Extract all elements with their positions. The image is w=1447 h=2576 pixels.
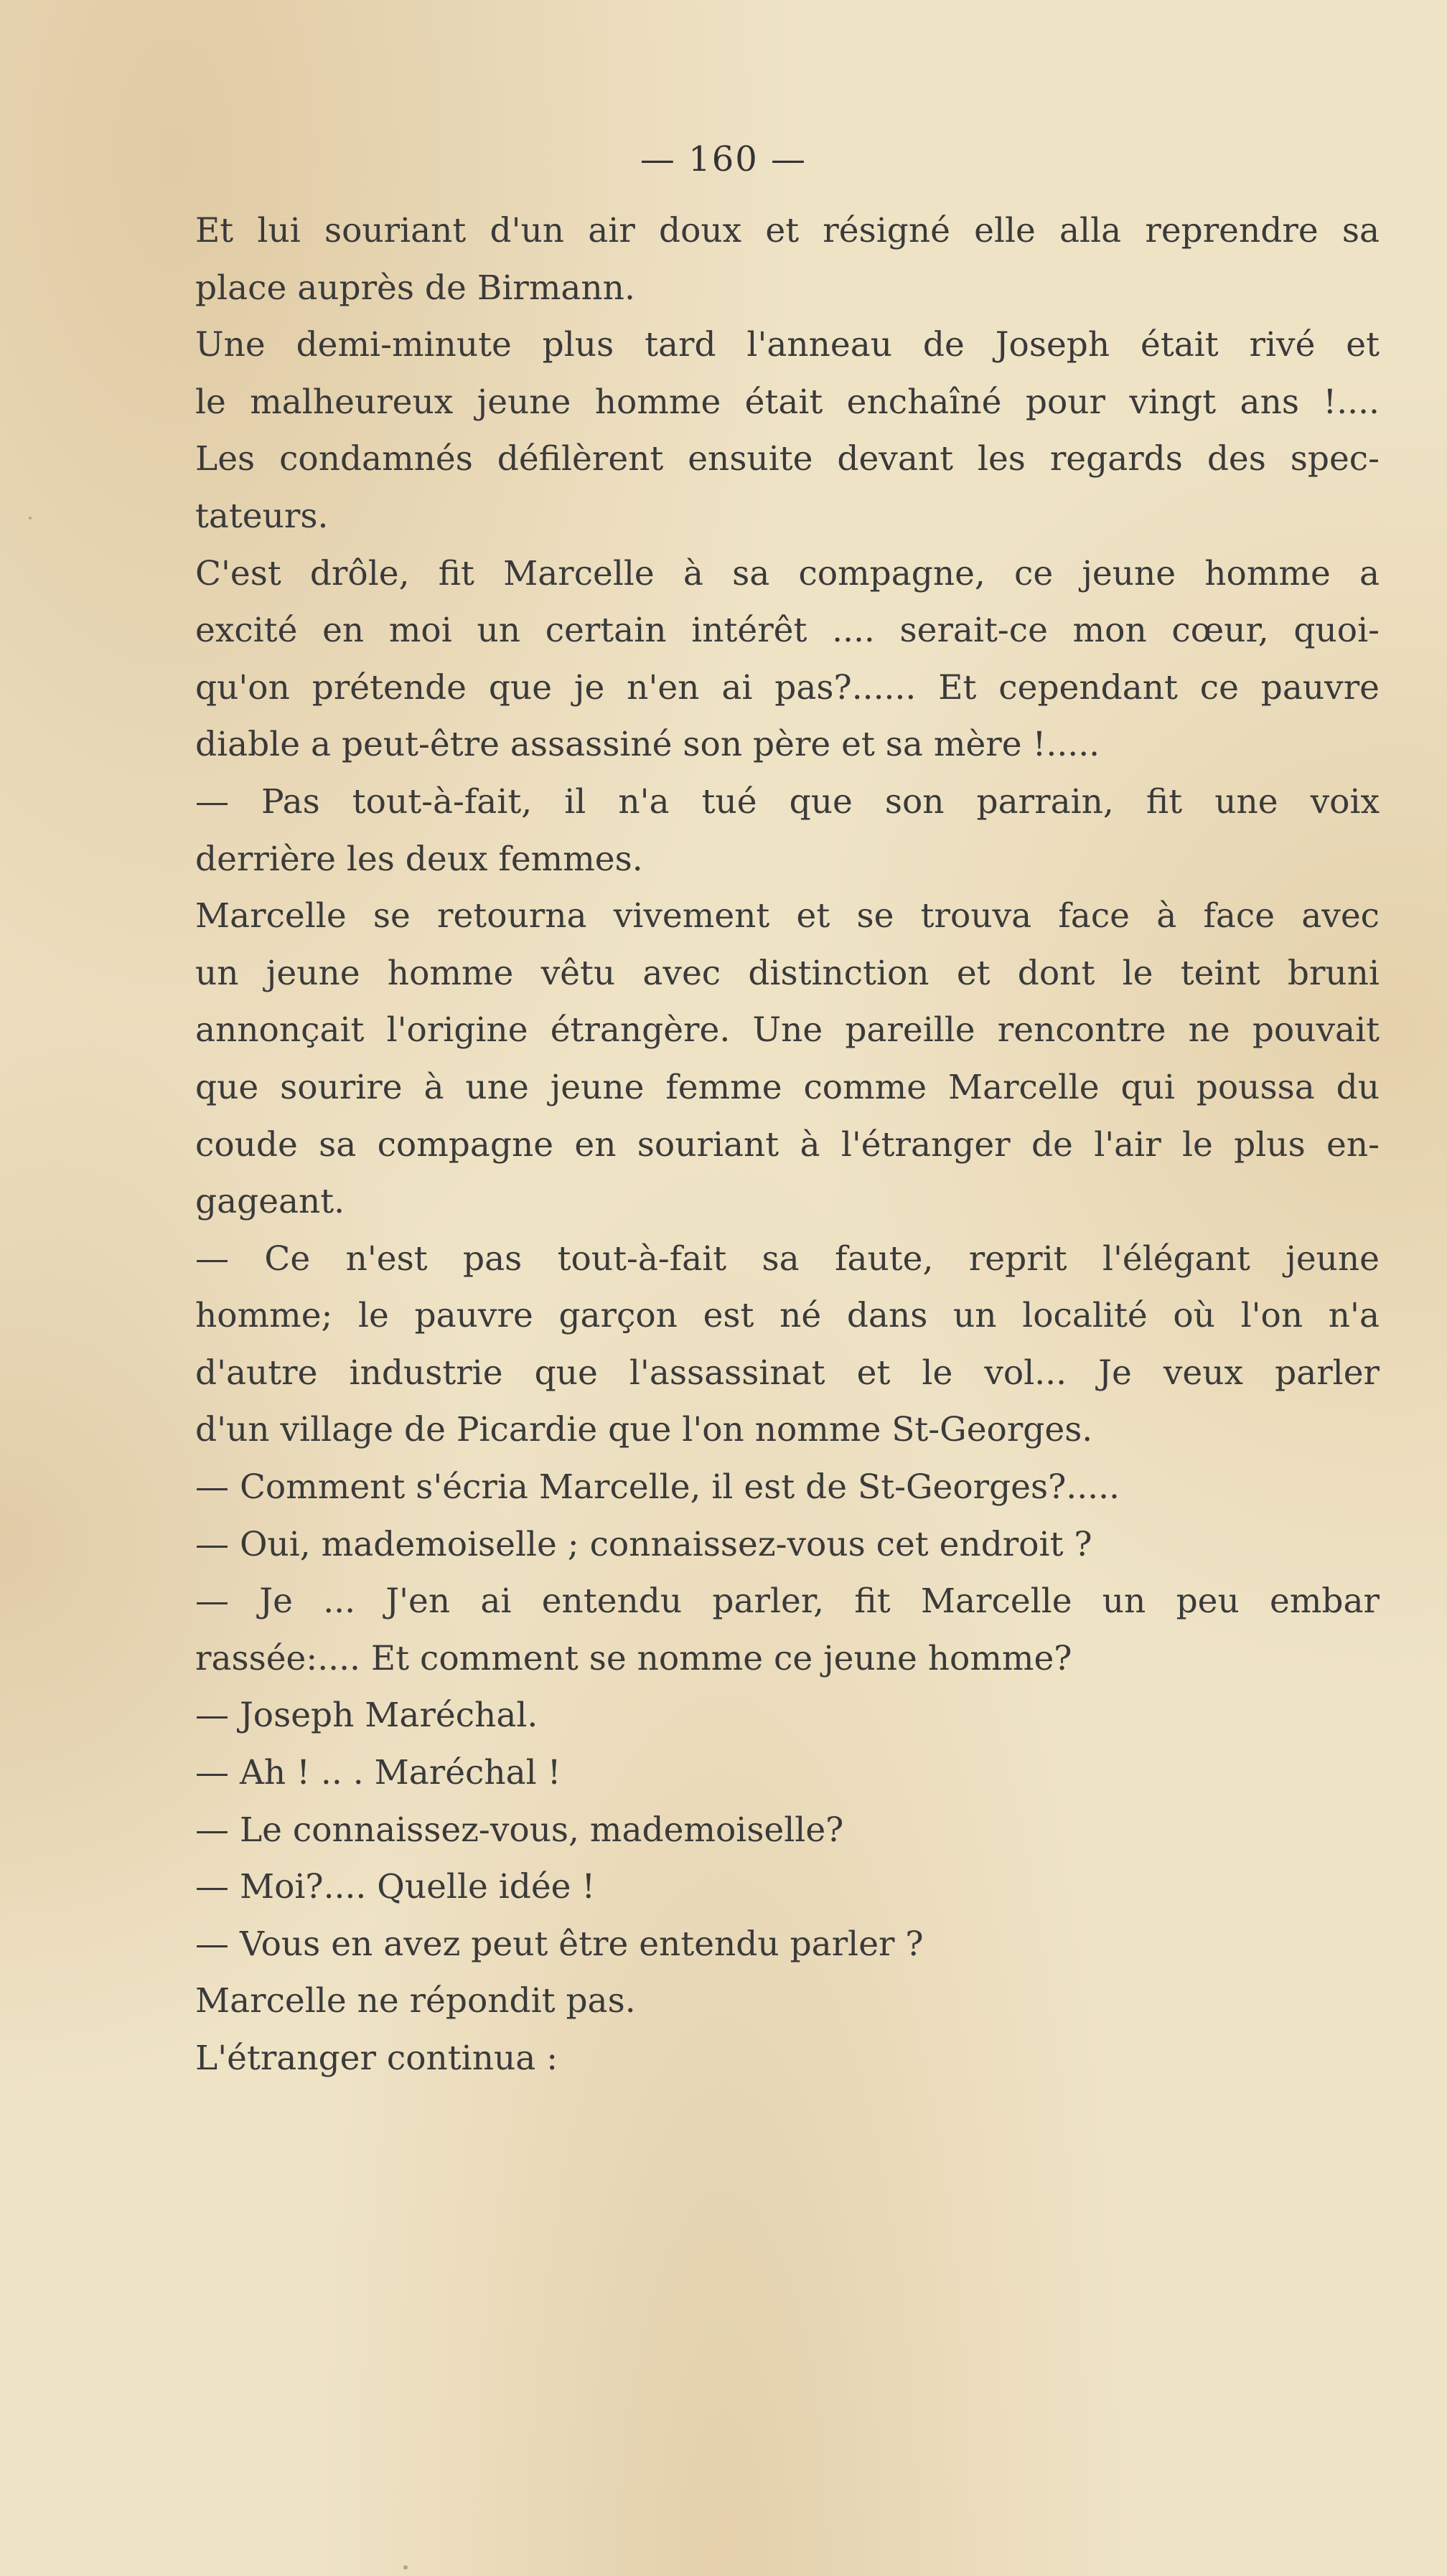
text-line: coude sa compagne en souriant à l'étranger de l'air le plus en- (195, 1124, 1380, 1165)
text-line: diable a peut-être assassiné son père et sa mère !..... (195, 725, 1100, 765)
text-line: Les condamnés défilèrent ensuite devant les regards des spec- (195, 439, 1380, 479)
text-line: le malheureux jeune homme était enchaîné pour vingt ans !.... (195, 382, 1380, 422)
text-line: Et lui souriant d'un air doux et résigné elle alla reprendre sa (195, 211, 1380, 250)
text-line: tateurs. (195, 496, 329, 536)
paper-speck (403, 2565, 408, 2570)
text-line: — Oui, mademoiselle ; connaissez-vous cet endroit ? (195, 1524, 1092, 1564)
text-line: — Comment s'écria Marcelle, il est de St-Georges?..... (195, 1467, 1120, 1508)
text-line: Marcelle ne répondit pas. (195, 1981, 636, 2021)
text-line: — Je ... J'en ai entendu parler, fit Marcelle un peu embar (195, 1581, 1380, 1622)
text-line: — Ce n'est pas tout-à-fait sa faute, reprit l'élégant jeune (195, 1238, 1380, 1279)
body-text (195, 202, 1380, 2087)
text-line: d'un village de Picardie que l'on nomme St-Georges. (195, 1410, 1093, 1450)
text-line: — Pas tout-à-fait, il n'a tué que son parrain, fit une voix (195, 781, 1380, 822)
text-line: Marcelle se retourna vivement et se trouva face à face avec (195, 896, 1380, 936)
text-line: derrière les deux femmes. (195, 839, 643, 879)
text-line: rassée:.... Et comment se nomme ce jeune homme? (195, 1638, 1072, 1678)
text-line: que sourire à une jeune femme comme Marcelle qui poussa du (195, 1067, 1380, 1107)
text-line: L'étranger continua : (195, 2039, 558, 2078)
text-line: un jeune homme vêtu avec distinction et dont le teint bruni (195, 953, 1380, 993)
text-line: — Vous en avez peut être entendu parler ? (195, 1924, 924, 1964)
text-line: Une demi-minute plus tard l'anneau de Joseph était rivé et (195, 325, 1380, 365)
text-line: C'est drôle, fit Marcelle à sa compagne, ce jeune homme a (195, 553, 1380, 593)
paper-speck (29, 517, 32, 520)
text-line: gageant. (195, 1182, 345, 1222)
text-line: homme; le pauvre garçon est né dans un localité où l'on n'a (195, 1296, 1380, 1336)
text-line: annonçait l'origine étrangère. Une pareille rencontre ne pouvait (195, 1010, 1380, 1050)
text-line: qu'on prétende que je n'en ai pas?...... Et cependant ce pauvre (195, 667, 1380, 708)
text-line: place auprès de Birmann. (195, 268, 635, 308)
text-line: — Moi?.... Quelle idée ! (195, 1867, 596, 1907)
text-line: — Ah ! .. . Maréchal ! (195, 1753, 561, 1793)
page-number: — 160 — (640, 139, 807, 179)
text-line: d'autre industrie que l'assassinat et le vol... Je veux parler (195, 1353, 1380, 1393)
text-line: — Le connaissez-vous, mademoiselle? (195, 1810, 844, 1850)
text-line: excité en moi un certain intérêt .... serait-ce mon cœur, quoi- (195, 611, 1380, 651)
text-line: — Joseph Maréchal. (195, 1696, 538, 1736)
